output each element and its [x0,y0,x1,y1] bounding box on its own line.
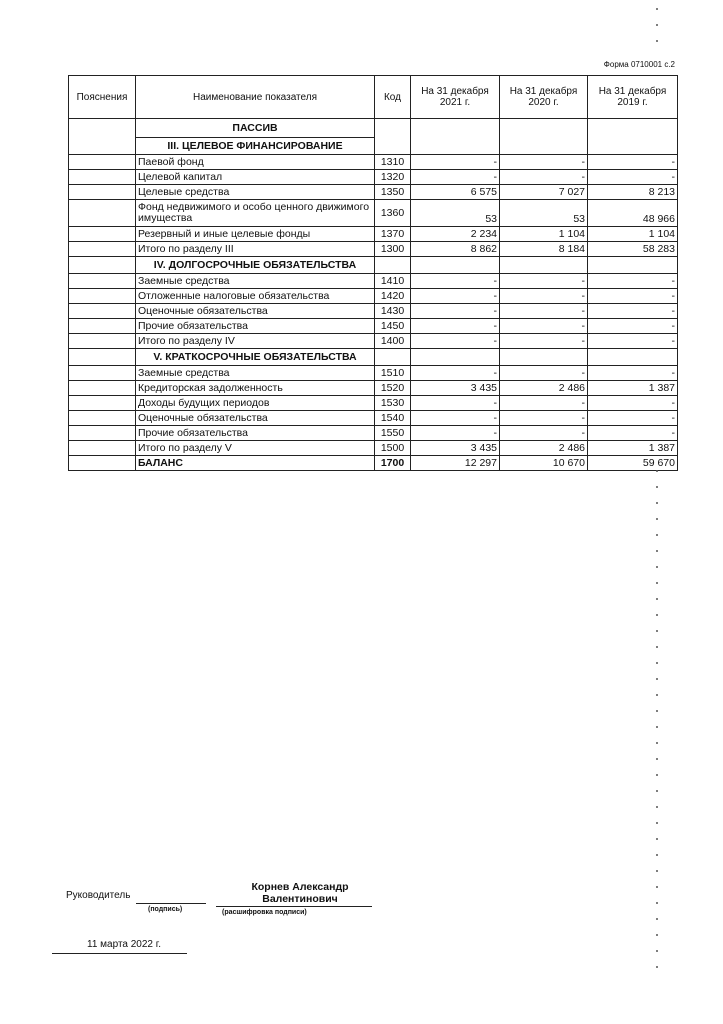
value-2021: - [411,396,500,411]
value-2021: 8 862 [411,242,500,257]
value-2019: 58 283 [588,242,678,257]
section5-body [69,366,678,456]
notes-cell [69,426,136,441]
value-2019: - [588,334,678,349]
balance-code: 1700 [375,456,411,471]
section-header-row [69,349,678,366]
row-name: Заемные средства [136,274,375,289]
notes-cell [69,381,136,396]
col-2020: На 31 декабря 2020 г. [500,76,588,119]
value-2020: - [500,426,588,441]
notes-cell [69,411,136,426]
balance-2020: 10 670 [500,456,588,471]
signature-role: Руководитель [66,890,131,901]
notes-cell [69,319,136,334]
table-row [69,396,678,411]
table-row [69,381,678,396]
value-2021: 2 234 [411,227,500,242]
form-code: Форма 0710001 с.2 [603,60,675,69]
notes-cell [69,227,136,242]
value-2019: 48 966 [588,200,678,227]
col-2019: На 31 декабря 2019 г. [588,76,678,119]
value-2020: - [500,334,588,349]
signature-caption: (подпись) [148,906,183,913]
value-2021: 3 435 [411,381,500,396]
value-2021: - [411,366,500,381]
row-code: 1510 [375,366,411,381]
table-row [69,411,678,426]
value-2021: - [411,289,500,304]
value-2021: - [411,155,500,170]
value-2020: 2 486 [500,441,588,456]
row-code: 1540 [375,411,411,426]
col-2021: На 31 декабря 2021 г. [411,76,500,119]
row-code: 1350 [375,185,411,200]
value-2019: 1 387 [588,381,678,396]
value-2019: - [588,274,678,289]
notes-cell [69,396,136,411]
row-code: 1410 [375,274,411,289]
value-2019: - [588,289,678,304]
notes-cell [69,155,136,170]
balance-row [69,456,678,471]
value-2020: - [500,304,588,319]
value-2020: - [500,289,588,304]
value-2019: 1 104 [588,227,678,242]
value-2021: 53 [411,200,500,227]
value-2021: 6 575 [411,185,500,200]
section3-body [69,155,678,257]
document-date: 11 марта 2022 г. [87,939,161,950]
date-line [52,953,187,954]
value-2021: - [411,319,500,334]
row-code: 1320 [375,170,411,185]
value-2021: - [411,426,500,441]
row-code: 1370 [375,227,411,242]
section3-title: III. ЦЕЛЕВОЕ ФИНАНСИРОВАНИЕ [136,138,375,155]
value-2020: 2 486 [500,381,588,396]
value-2020: - [500,396,588,411]
value-2019: 1 387 [588,441,678,456]
col-code: Код [375,76,411,119]
row-name: Паевой фонд [136,155,375,170]
row-name: Целевой капитал [136,170,375,185]
balance-2019: 59 670 [588,456,678,471]
value-2019: - [588,170,678,185]
row-name: Прочие обязательства [136,319,375,334]
value-2020: 1 104 [500,227,588,242]
row-name: Оценочные обязательства [136,411,375,426]
row-name: Итого по разделу III [136,242,375,257]
row-code: 1360 [375,200,411,227]
notes-cell [69,242,136,257]
value-2020: - [500,274,588,289]
value-2020: 53 [500,200,588,227]
row-name: Кредиторская задолженность [136,381,375,396]
signatory-name-caption: (расшифровка подписи) [222,909,307,916]
value-2021: - [411,334,500,349]
notes-cell [69,200,136,227]
row-code: 1520 [375,381,411,396]
scan-perforation [656,470,660,982]
row-code: 1550 [375,426,411,441]
balance-2021: 12 297 [411,456,500,471]
value-2019: - [588,155,678,170]
row-name: Итого по разделу IV [136,334,375,349]
notes-cell [69,334,136,349]
table-row [69,227,678,242]
page-title: ПАССИВ [136,119,375,138]
table-row [69,185,678,200]
table-row [69,441,678,456]
col-name: Наименование показателя [136,76,375,119]
row-name: Фонд недвижимого и особо ценного движимого имущества [136,200,375,227]
row-code: 1530 [375,396,411,411]
table-row [69,289,678,304]
table-header-row [69,76,678,119]
row-code: 1300 [375,242,411,257]
table-row [69,366,678,381]
col-notes: Пояснения [69,76,136,119]
section5-title: V. КРАТКОСРОЧНЫЕ ОБЯЗАТЕЛЬСТВА [136,349,375,366]
row-code: 1430 [375,304,411,319]
title-row [69,119,678,138]
row-code: 1420 [375,289,411,304]
table-row [69,155,678,170]
row-code: 1400 [375,334,411,349]
notes-cell [69,170,136,185]
balance-table [68,75,678,471]
row-name: Отложенные налоговые обязательства [136,289,375,304]
notes-cell [69,119,136,155]
notes-cell [69,304,136,319]
signatory-name: Корнев Александр Валентинович [251,881,349,905]
value-2019: - [588,426,678,441]
value-2021: - [411,274,500,289]
section4-body [69,274,678,349]
table-row [69,334,678,349]
value-2021: - [411,411,500,426]
value-2019: - [588,411,678,426]
value-2020: 8 184 [500,242,588,257]
value-2020: - [500,155,588,170]
value-2019: - [588,366,678,381]
row-name: Итого по разделу V [136,441,375,456]
row-name: Целевые средства [136,185,375,200]
notes-cell [69,274,136,289]
table-row [69,304,678,319]
value-2021: 3 435 [411,441,500,456]
notes-cell [69,366,136,381]
value-2019: - [588,396,678,411]
row-name: Оценочные обязательства [136,304,375,319]
row-name: Прочие обязательства [136,426,375,441]
balance-label: БАЛАНС [136,456,375,471]
table-row [69,426,678,441]
scan-perforation-top [656,8,660,56]
signature-line [136,903,206,904]
value-2021: - [411,304,500,319]
table-row [69,242,678,257]
signatory-name-line [216,906,372,907]
value-2020: - [500,170,588,185]
row-name: Заемные средства [136,366,375,381]
row-code: 1500 [375,441,411,456]
table-row [69,200,678,227]
table-row [69,319,678,334]
value-2020: - [500,411,588,426]
section4-title: IV. ДОЛГОСРОЧНЫЕ ОБЯЗАТЕЛЬСТВА [136,257,375,274]
value-2019: - [588,319,678,334]
value-2019: 8 213 [588,185,678,200]
row-name: Доходы будущих периодов [136,396,375,411]
section-header-row [69,257,678,274]
value-2020: - [500,366,588,381]
value-2019: - [588,304,678,319]
row-name: Резервный и иные целевые фонды [136,227,375,242]
value-2020: - [500,319,588,334]
notes-cell [69,441,136,456]
table-row [69,274,678,289]
value-2020: 7 027 [500,185,588,200]
row-code: 1450 [375,319,411,334]
row-code: 1310 [375,155,411,170]
table-row [69,170,678,185]
notes-cell [69,289,136,304]
value-2021: - [411,170,500,185]
notes-cell [69,185,136,200]
